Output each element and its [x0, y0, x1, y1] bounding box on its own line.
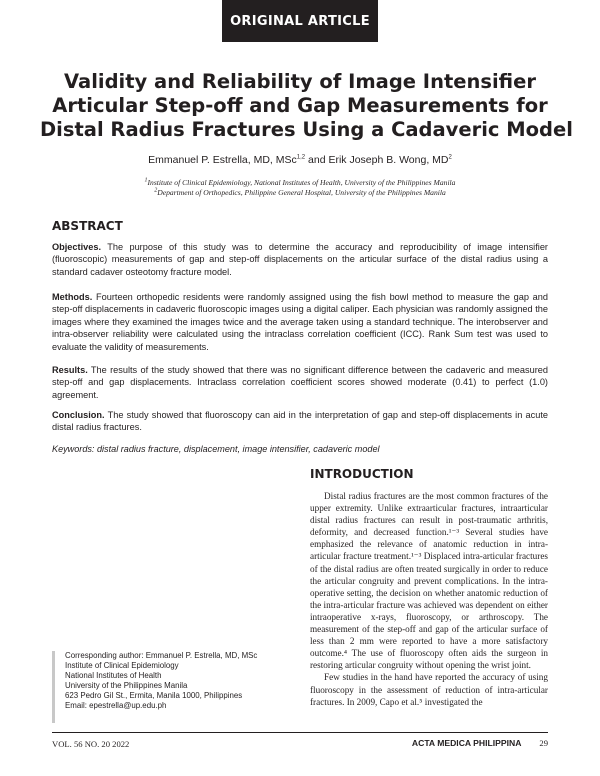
corr-line: National Institutes of Health [65, 671, 162, 681]
results-label: Results. [52, 365, 88, 375]
page-number: 29 [539, 738, 548, 748]
section-tab: ORIGINAL ARTICLE [222, 0, 378, 42]
corr-line: Corresponding author: Emmanuel P. Estrella, MD, MSc [65, 651, 258, 660]
results-text: The results of the study showed that there was no significant difference between the cadaveric and measured step-off and gap displacements. Intraclass correlation coefficient scores showed moderate (0.41) to perfect (1.0) agreement. [52, 365, 548, 400]
affiliations [0, 178, 600, 198]
conclusion-text: The study showed that fluoroscopy can aid in the interpretation of gap and step-off displacements in acute distal radius fractures. [52, 410, 548, 433]
correspondence-box [52, 651, 288, 723]
corr-line: Institute of Clinical Epidemiology [65, 661, 179, 671]
affiliation [0, 178, 600, 188]
conclusion-label: Conclusion. [52, 410, 105, 420]
abstract-methods [52, 291, 548, 353]
objectives-text: The purpose of this study was to determine the accuracy and reproducibility of image intensifier (fluoroscopic) measurements of gap and step-off displacements on the articular surface of the distal radius using a standard cadaver osteotomy fracture model. [52, 242, 548, 277]
journal-name: ACTA MEDICA PHILIPPINA [411, 738, 522, 748]
author-conjunction: and [305, 154, 329, 166]
article-title [40, 70, 573, 142]
methods-label: Methods. [52, 292, 93, 302]
introduction-heading: INTRODUCTION [310, 467, 414, 481]
author-line [0, 154, 600, 166]
affil-text: Institute of Clinical Epidemiology, National Institutes of Health, University of the Philippines Manila [147, 178, 456, 187]
corr-email[interactable]: Email: epestrella@up.edu.ph [65, 701, 167, 711]
abstract-heading: ABSTRACT [52, 219, 123, 233]
keywords: Keywords: distal radius fracture, displacement, image intensifier, cadaveric model [52, 444, 380, 454]
author-affil-mark: 2 [448, 154, 452, 161]
objectives-label: Objectives. [52, 242, 102, 252]
abstract-conclusion [52, 409, 548, 434]
affil-mark: 2 [154, 187, 158, 194]
footer-journal [412, 738, 548, 748]
methods-text: Fourteen orthopedic residents were randomly assigned using the fish bowl method to measure the gap and step-off displacements in cadaveric fluoroscopic images using a digital caliper. Each physician was randomly assigned the images where they examined the images twice and the average taken using a standard technique. The interobserver and intra-observer reliability were calculated using the intraclass correlation coefficient (ICC). Rank Sum test was used to evaluate the validity of measurements. [52, 292, 548, 352]
intro-paragraph: Distal radius fractures are the most common fractures of the upper extremity. Unlike extraarticular fractures, intraarticular distal radius fractures can result in post-traumatic arthritis, deformity, and decreased function.¹⁻³ Several studies have emphasized the relevance of anatomic reduction in intra-articular fracture treatment.¹⁻³ Displaced intra-articular fractures of the distal radius are often treated surgically in order to reduce the articular congruity and prevent complications. In the intra-operative setting, the decision on whether anatomic reduction of the intra-articular fracture was achieved was dependent on either intraoperative x-rays, fluoroscopy, or arthroscopy. The measurement of the step-off and gap of the articular surface of less than 2 mm were reported to have a more satisfactory outcome.⁴ The use of fluoroscopy often aids the surgeon in restoring articular congruity without opening the wrist joint. [310, 491, 548, 671]
footer-volume: VOL. 56 NO. 20 2022 [52, 739, 130, 749]
title-line: Validity and Reliability of Image Intensifier [64, 70, 536, 93]
author-affil-mark: 1,2 [296, 154, 306, 161]
affil-mark: 1 [144, 177, 148, 184]
abstract-objectives [52, 241, 548, 278]
title-line: Articular Step-off and Gap Measurements for [52, 94, 548, 117]
abstract-results [52, 364, 548, 401]
title-line: Distal Radius Fractures Using a Cadaveric Model [40, 118, 573, 141]
affiliation [0, 188, 600, 198]
intro-paragraph: Few studies in the hand have reported the accuracy of using fluoroscopy in the assessment of reduction of intra-articular fractures. In 2009, Capo et al.⁵ investigated the [310, 672, 548, 707]
affil-text: Department of Orthopedics, Philippine General Hospital, University of the Philippines Manila [157, 188, 446, 197]
author-name: Erik Joseph B. Wong, MD [328, 154, 449, 166]
corr-line: 623 Pedro Gil St., Ermita, Manila 1000, Philippines [65, 691, 243, 701]
corr-line: University of the Philippines Manila [65, 681, 188, 691]
footer-rule [52, 732, 548, 733]
author-name: Emmanuel P. Estrella, MD, MSc [148, 154, 297, 166]
introduction-body [310, 490, 548, 708]
